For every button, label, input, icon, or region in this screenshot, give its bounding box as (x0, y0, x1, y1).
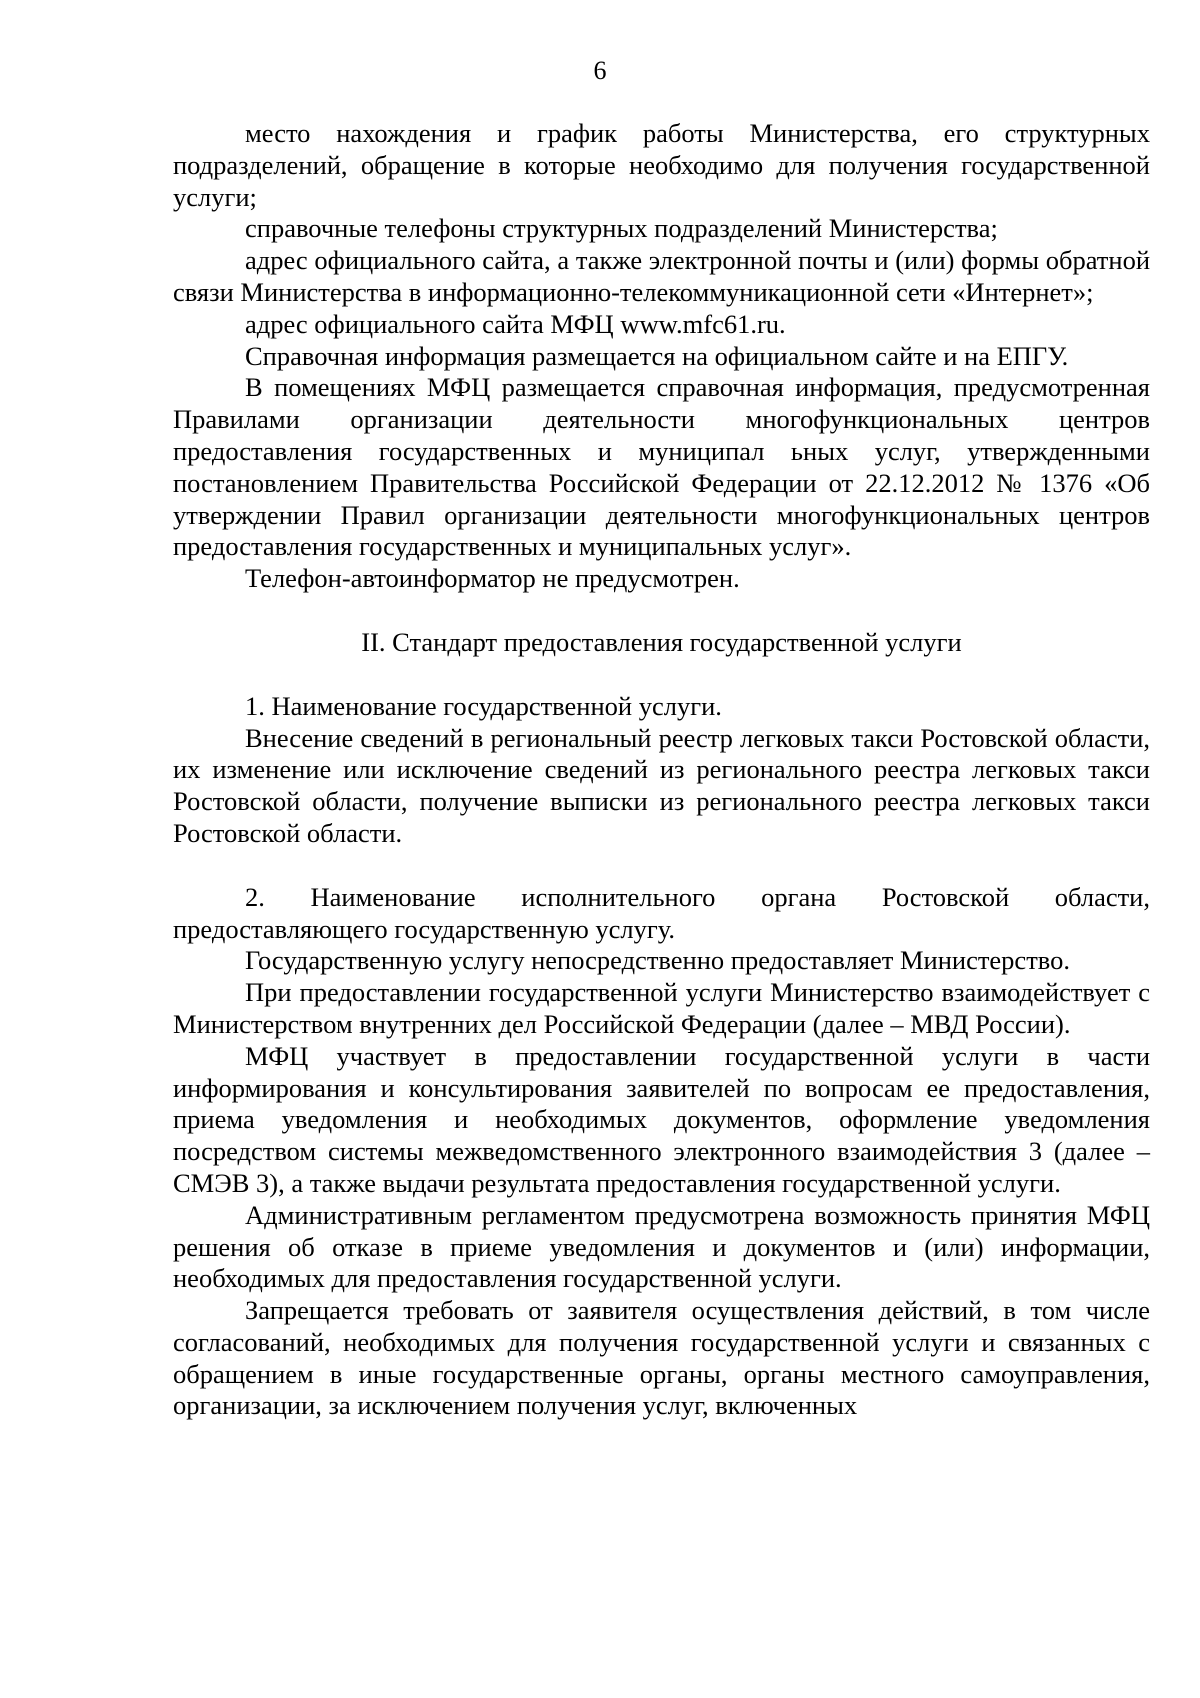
section-heading: II. Стандарт предоставления государственной услуги (361, 626, 962, 657)
paragraph-mfc-premises: В помещениях МФЦ размещается справочная информация, предусмотренная Правилами организации деятельности многофункциональных центров предоставления государственных и муниципал ьных услуг, утвержденными постановлением Правительства Российской Федерации от 22.12.2012 № 1376 «Об утверждении Правил организации деятельности многофункциональных центров предоставления государственных и муниципальных услуг». (173, 372, 1150, 562)
section-2-paragraph: Запрещается требовать от заявителя осуществления действий, в том числе согласований, необходимых для получения государственной услуги и связанных с обращением в иные государственные органы, органы местного самоуправления, организации, за исключением получения услуг, включенных (173, 1295, 1150, 1421)
paragraph-mfc-site: адрес официального сайта МФЦ www.mfc61.ru. (245, 308, 786, 339)
page-number: 6 (593, 56, 607, 85)
section-1-title: 1. Наименование государственной услуги. (245, 690, 722, 721)
paragraph-location-schedule: место нахождения и график работы Министерства, его структурных подразделений, обращение в которые необходимо для получения государственной услуги; (173, 118, 1150, 212)
paragraph-reference-phones: справочные телефоны структурных подразделений Министерства; (245, 213, 998, 244)
document-body (173, 118, 1150, 1422)
section-1-text: Внесение сведений в региональный реестр легковых такси Ростовской области, их изменение или исключение сведений из регионального реестра легковых такси Ростовской области, получение выписки из регионального реестра легковых такси Ростовской области. (173, 722, 1150, 848)
paragraph-official-site-address: адрес официального сайта, а также электронной почты и (или) формы обратной связи Министерства в информационно-телекоммуникационной сети «Интернет»; (173, 245, 1150, 307)
paragraph-auto-informer: Телефон-автоинформатор не предусмотрен. (245, 563, 740, 594)
section-2-paragraph: МФЦ участвует в предоставлении государственной услуги в части информирования и консультирования заявителей по вопросам ее предоставления, приема уведомления и необходимых документов, оформление уведомления посредством системы межведомственного электронного взаимодействия 3 (далее – СМЭВ 3), а также выдачи результата предоставления государственной услуги. (173, 1040, 1150, 1198)
section-2-title: 2. Наименование исполнительного органа Ростовской области, предоставляющего государственную услугу. (173, 881, 1150, 944)
section-2-paragraph: При предоставлении государственной услуги Министерство взаимодействует с Министерством внутренних дел Российской Федерации (далее – МВД России). (173, 977, 1150, 1039)
section-2-paragraph: Государственную услугу непосредственно предоставляет Министерство. (245, 945, 1070, 976)
paragraph-reference-info: Справочная информация размещается на официальном сайте и на ЕПГУ. (245, 340, 1069, 371)
section-2-paragraph: Административным регламентом предусмотрена возможность принятия МФЦ решения об отказе в приеме уведомления и документов и (или) информации, необходимых для предоставления государственной услуги. (173, 1199, 1150, 1294)
